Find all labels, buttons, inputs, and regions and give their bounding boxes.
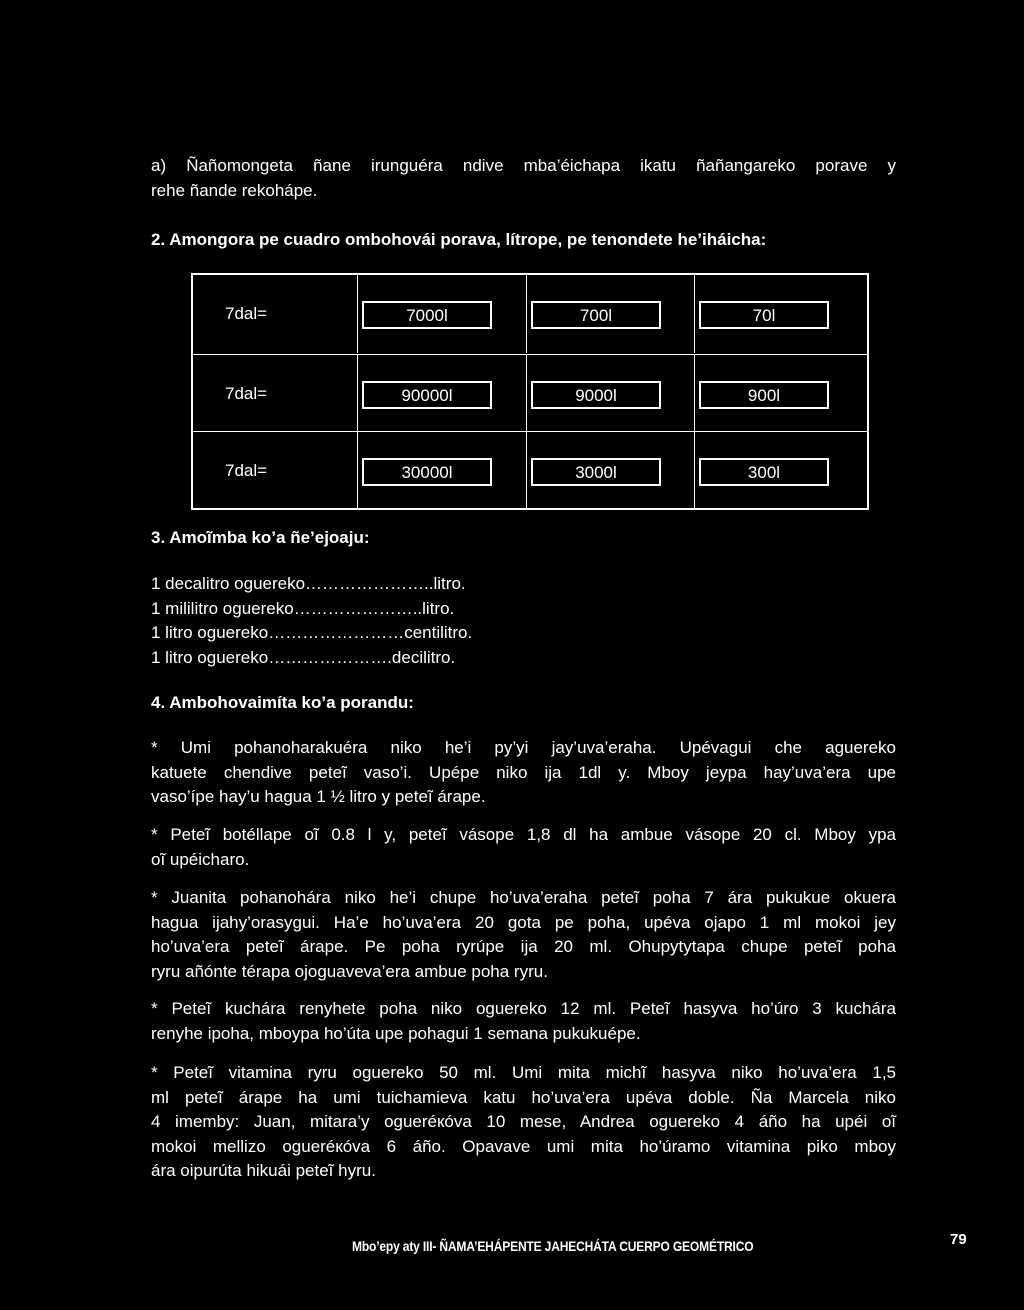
line-start-text: 1 litro oguereko — [151, 623, 269, 642]
problem-line: vaso’ípe hay’u hagua 1 ½ litro y peteĩ árape. — [151, 787, 486, 806]
fill-in-line — [151, 646, 896, 671]
line-end-text: centilitro. — [404, 623, 473, 642]
problem-line: renyhe ipoha, mboypa ho’úta upe pohagui 1 semana pukukuépe. — [151, 1023, 641, 1043]
table-cell — [526, 275, 693, 353]
problem-line: * Umi pohanoharakuéra niko he’i py’yi jay’uva’eraha. Upévagui che aguereko — [151, 738, 896, 757]
exercise-4-heading: 4. Ambohovaimíta ko’a porandu: — [151, 693, 414, 712]
problem-line: * Peteĩ botéllape oĩ 0.8 l y, peteĩ vásope 1,8 dl ha ambue vásope 20 cl. Mboy ypa — [151, 825, 896, 844]
blank-dots[interactable]: …………………… — [268, 623, 405, 642]
intro-paragraph — [151, 154, 896, 203]
answer-option-box[interactable]: 30000l — [362, 458, 492, 486]
line-end-text: litro. — [422, 598, 455, 618]
row-label: 7dal= — [225, 384, 268, 403]
problem-line: hagua ijahy’orasygui. Ha’e ho’uva’era 20 gota pe poha, upéva ojapo 1 ml mokoi jey — [151, 912, 896, 932]
line-start-text: 1 litro oguereko — [151, 647, 269, 667]
problem-line: ryru añónte térapa ojoguaveva’era ambue poha ryru. — [151, 961, 548, 981]
problem-line: katuete chendive peteĩ vaso’i. Upépe niko ija 1dl y. Mboy jeypa hay’uva’era upe — [151, 762, 896, 782]
intro-line: a) Ñañomongeta ñane irunguéra ndive mba’éichapa ikatu ñañangareko porave y — [151, 156, 896, 175]
problem-line: ml peteĩ árape ha umi tuichamieva katu ho’uva’era upéva doble. Ña Marcela niko — [151, 1087, 896, 1107]
conversion-table — [191, 273, 869, 510]
exercise-3-heading: 3. Amoĩmba ko’a ñe’ejoaju: — [151, 528, 370, 547]
blank-dots[interactable]: …………………. — [268, 647, 392, 667]
table-cell — [357, 275, 524, 353]
answer-option-box[interactable]: 70l — [699, 301, 829, 329]
table-row — [193, 354, 867, 432]
problem-line: oĩ upéicharo. — [151, 849, 250, 869]
fill-in-line — [151, 572, 896, 597]
problem-line: * Peteĩ kuchára renyhete poha niko oguereko 12 ml. Peteĩ hasyva ho’úro 3 kuchára — [151, 999, 896, 1018]
table-cell — [526, 432, 693, 510]
table-cell — [357, 432, 524, 510]
problem-paragraph — [151, 736, 896, 810]
table-cell — [694, 355, 861, 433]
intro-line: rehe ñande rekohápe. — [151, 180, 318, 200]
answer-option-box[interactable]: 300l — [699, 458, 829, 486]
page-number: 79 — [950, 1231, 967, 1248]
fill-in-list — [151, 572, 896, 670]
problem-line: * Peteĩ vitamina ryru oguereko 50 ml. Umi mita michĩ hasyva niko ho’uva’era 1,5 — [151, 1063, 896, 1082]
problem-line: ho’uva’era peteĩ árape. Pe poha ryrúpe ija 20 ml. Ohupytytapa chupe peteĩ poha — [151, 937, 896, 956]
line-end-text: decilitro. — [391, 647, 456, 667]
table-cell — [694, 432, 861, 510]
problem-paragraph — [151, 823, 896, 872]
row-label: 7dal= — [225, 304, 268, 323]
line-end-text: litro. — [433, 574, 466, 593]
problem-line: 4 imemby: Juan, mitara’y ogueréкóva 10 mese, Andrea oguereko 4 áño ha upéi oĩ — [151, 1112, 896, 1131]
line-start-text: 1 decalitro oguereko — [151, 574, 306, 593]
table-cell — [357, 355, 524, 433]
table-row — [193, 431, 867, 509]
fill-in-line — [151, 597, 896, 622]
running-footer: Mbo’epy aty III- ÑAMA’EHÁPENTE JAHECHÁTA CUERPO GEOMÉTRICO — [352, 1238, 754, 1254]
answer-option-box[interactable]: 900l — [699, 381, 829, 409]
problem-line: mokoi mellizo ogueréкóva 6 áño. Opavave umi mita ho’úramo vitamina piko mboy — [151, 1136, 896, 1156]
table-cell — [694, 275, 861, 353]
fill-in-line — [151, 621, 896, 646]
answer-option-box[interactable]: 700l — [531, 301, 661, 329]
table-row — [193, 275, 867, 353]
problem-paragraph — [151, 1061, 896, 1184]
problem-line: * Juanita pohanohára niko he’i chupe ho’uva’eraha peteĩ poha 7 ára pukukue okuera — [151, 888, 896, 907]
problem-paragraph — [151, 886, 896, 984]
problem-paragraph — [151, 997, 896, 1046]
blank-dots[interactable]: ………………….. — [305, 574, 434, 593]
row-label: 7dal= — [225, 461, 268, 480]
problem-line: ára oipurúta hikuái peteĩ hyru. — [151, 1161, 376, 1180]
exercise-2-heading: 2. Amongora pe cuadro ombohovái porava, lítrope, pe tenondete he’iháicha: — [151, 230, 767, 249]
table-cell — [526, 355, 693, 433]
answer-option-box[interactable]: 3000l — [531, 458, 661, 486]
blank-dots[interactable]: ………………….. — [293, 598, 423, 618]
answer-option-box[interactable]: 90000l — [362, 381, 492, 409]
line-start-text: 1 mililitro oguereko — [151, 598, 294, 618]
answer-option-box[interactable]: 7000l — [362, 301, 492, 329]
answer-option-box[interactable]: 9000l — [531, 381, 661, 409]
